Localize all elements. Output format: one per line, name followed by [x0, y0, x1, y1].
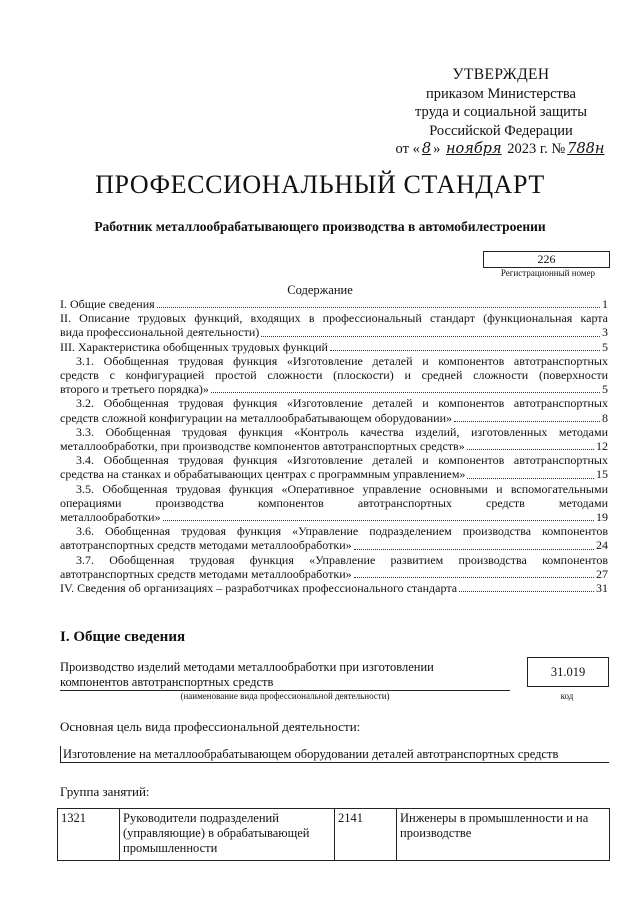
toc-line — [60, 382, 608, 396]
activity-name — [60, 660, 510, 691]
toc-dot-leader — [211, 392, 600, 393]
toc-page-number: 15 — [596, 467, 608, 482]
code-caption: код — [560, 691, 574, 701]
toc-dot-leader — [467, 478, 594, 479]
toc-line-text: металлообработки» — [60, 510, 161, 525]
toc-page-number: 5 — [602, 339, 608, 354]
toc-page-number: 12 — [596, 439, 608, 454]
toc-line — [60, 538, 608, 552]
table-row — [58, 809, 610, 861]
toc-dot-leader — [261, 336, 600, 337]
goal-text: Изготовление на металлообрабатывающем оборудовании деталей автотранспортных средств — [60, 746, 609, 763]
toc-line: операциями производства компонентов автотранспортных средств методами — [60, 495, 608, 510]
group-code-2: 2141 — [335, 809, 397, 861]
toc-line: II. Описание трудовых функций, входящих в профессиональный стандарт (функциональная карта — [60, 311, 608, 326]
toc-line: 3.7. Обобщенная трудовая функция «Управление развитием производства компонентов — [76, 552, 608, 567]
toc-line — [60, 581, 608, 595]
approval-block — [370, 66, 632, 159]
toc-line — [60, 325, 608, 339]
date-mid: » — [433, 141, 441, 157]
date-day: 8 — [421, 141, 432, 157]
toc-line — [60, 567, 608, 581]
group-code-1: 1321 — [58, 809, 120, 861]
toc-line-text: IV. Сведения об организациях – разработчиках профессионального стандарта — [60, 581, 458, 596]
toc-page-number: 24 — [596, 538, 608, 553]
toc-line-text: металлообработки, при производстве компонентов автотранспортных средств» — [60, 439, 465, 454]
toc-line: 3.1. Обобщенная трудовая функция «Изготовление деталей и компонентов автотранспортных — [76, 353, 608, 368]
registration-number-box: 226 — [483, 251, 610, 268]
table-of-contents — [60, 297, 608, 595]
group-name-2: Инженеры в промышленности и на производстве — [397, 809, 610, 861]
toc-dot-leader — [454, 421, 600, 422]
occupation-group-table — [57, 808, 610, 861]
approval-date — [370, 140, 632, 159]
toc-page-number: 5 — [602, 382, 608, 397]
toc-page-number: 27 — [596, 566, 608, 581]
approval-line-1: приказом Министерства — [426, 85, 576, 102]
section-heading: I. Общие сведения — [60, 629, 186, 645]
group-name-1: Руководители подразделений (управляющие) в обрабатывающей промышленности — [120, 809, 335, 861]
date-month: ноября — [445, 141, 502, 157]
toc-line-text: средства на станках и обрабатывающих центрах с программным управлением» — [60, 467, 466, 482]
toc-line — [60, 411, 608, 425]
toc-line: 3.4. Обобщенная трудовая функция «Изготовление деталей и компонентов автотранспортных — [76, 453, 608, 468]
toc-line-text: вида профессиональной деятельности) — [60, 325, 260, 340]
toc-line — [60, 340, 608, 354]
document-subtitle: Работник металлообрабатывающего производства в автомобилестроении — [94, 219, 546, 234]
document-title: ПРОФЕССИОНАЛЬНЫЙ СТАНДАРТ — [95, 170, 545, 199]
date-prefix: от « — [395, 141, 420, 157]
toc-dot-leader — [330, 350, 600, 351]
toc-line: 3.3. Обобщенная трудовая функция «Контроль качества изделий, изготовленных методами — [76, 424, 608, 439]
toc-line-text: III. Характеристика обобщенных трудовых функций — [60, 339, 328, 354]
toc-line-text: второго и третьего порядка)» — [60, 382, 209, 397]
activity-line-1: Производство изделий методами металлообработки при изготовлении — [60, 660, 434, 674]
approval-title: УТВЕРЖДЕН — [452, 66, 550, 83]
toc-page-number: 31 — [596, 581, 608, 596]
activity-caption: (наименование вида профессиональной деятельности) — [180, 691, 390, 701]
order-number: 788н — [567, 141, 605, 157]
toc-line — [60, 467, 608, 481]
toc-page-number: 3 — [602, 325, 608, 340]
toc-line: 3.5. Обобщенная трудовая функция «Оперативное управление основными и вспомогательными — [76, 481, 608, 496]
date-year: 2023 г. № — [507, 141, 566, 157]
registration-number-label: Регистрационный номер — [500, 268, 596, 278]
toc-line — [60, 297, 608, 311]
toc-page-number: 1 — [602, 297, 608, 311]
goal-label: Основная цель вида профессиональной деятельности: — [60, 719, 361, 734]
toc-line-text: автотранспортных средств методами металлообработки» — [60, 538, 352, 553]
toc-line-text: автотранспортных средств методами металлообработки» — [60, 566, 352, 581]
toc-dot-leader — [459, 591, 594, 592]
toc-line — [60, 439, 608, 453]
toc-page-number: 8 — [602, 410, 608, 425]
toc-line: 3.2. Обобщенная трудовая функция «Изготовление деталей и компонентов автотранспортных — [76, 396, 608, 411]
approval-line-2: труда и социальной защиты — [415, 104, 587, 120]
occupation-group-label: Группа занятий: — [60, 784, 150, 799]
approval-line-3: Российской Федерации — [429, 122, 573, 139]
toc-dot-leader — [157, 307, 600, 308]
toc-dot-leader — [354, 577, 594, 578]
toc-line: средств с конфигурацией простой сложности (плоскости) и средней сложности (поверхности — [60, 368, 608, 383]
toc-heading: Содержание — [287, 283, 353, 297]
activity-line-2: компонентов автотранспортных средств — [60, 674, 274, 689]
toc-line-text: средств сложной конфигурации на металлообрабатывающем оборудовании» — [60, 410, 453, 425]
toc-page-number: 19 — [596, 510, 608, 525]
toc-dot-leader — [354, 549, 594, 550]
toc-line — [60, 510, 608, 524]
toc-dot-leader — [467, 449, 594, 450]
toc-dot-leader — [163, 520, 594, 521]
toc-line: 3.6. Обобщенная трудовая функция «Управление подразделением производства компонентов — [76, 524, 608, 539]
toc-line-text: I. Общие сведения — [60, 297, 155, 311]
activity-code: 31.019 — [527, 657, 609, 687]
